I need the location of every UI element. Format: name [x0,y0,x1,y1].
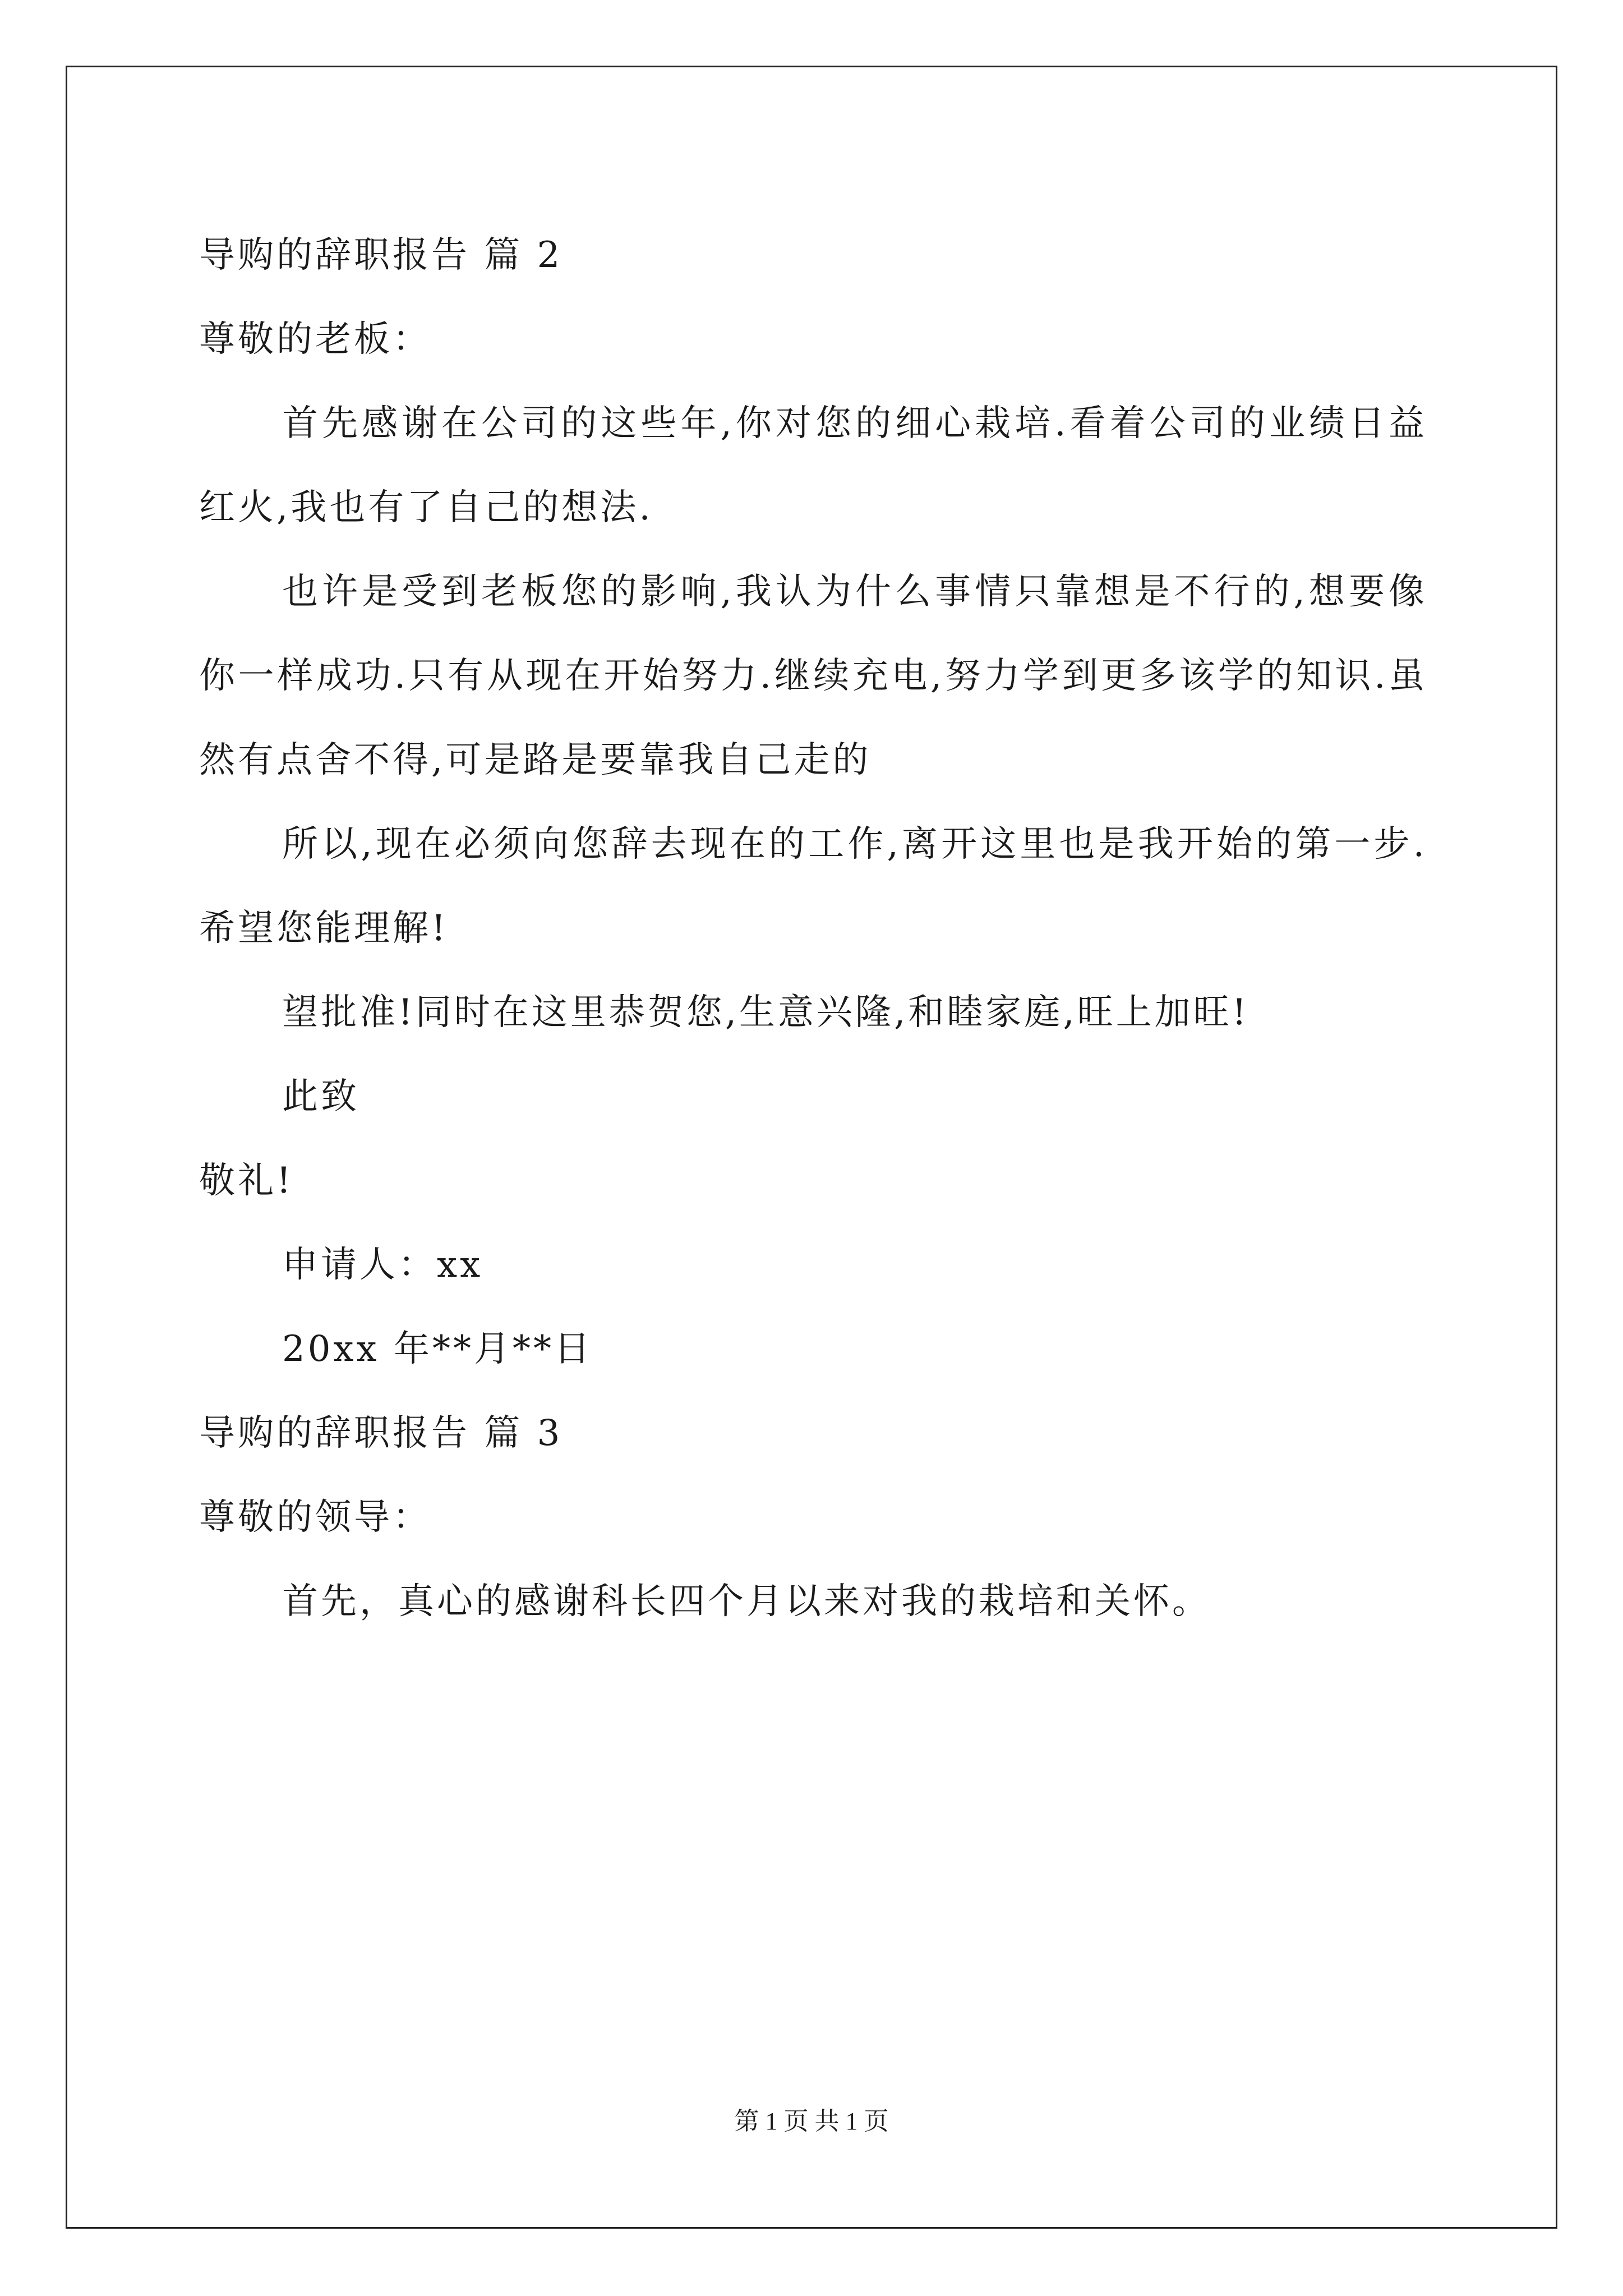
section-heading: 导购的辞职报告 篇 3 [199,1412,563,1454]
closing-line: 敬礼! [199,1160,294,1202]
paragraph: 首先感谢在公司的这些年,你对您的细心栽培.看着公司的业绩日益红火,我也有了自己的想法. [199,403,1427,528]
salutation: 尊敬的老板： [199,319,431,360]
section-heading: 导购的辞职报告 篇 2 [199,234,563,276]
paragraph: 首先，真心的感谢科长四个月以来对我的栽培和关怀。 [282,1581,1211,1622]
page-footer: 第 1 页 共 1 页 [734,2108,889,2135]
salutation: 尊敬的领导： [199,1497,431,1538]
applicant-line: 申请人：xx [282,1244,483,1286]
paragraph: 也许是受到老板您的影响,我认为什么事情只靠想是不行的,想要像你一样成功.只有从现在开始努力.继续充电,努力学到更多该学的知识.虽然有点舍不得,可是路是要靠我自己走的 [199,571,1427,781]
date-line: 20xx 年**月**日 [282,1328,593,1370]
paragraph: 所以,现在必须向您辞去现在的工作,离开这里也是我开始的第一步.希望您能理解! [199,823,1427,949]
closing-line: 此致 [282,1076,359,1117]
paragraph: 望批准!同时在这里恭贺您,生意兴隆,和睦家庭,旺上加旺! [282,992,1249,1033]
document-body [199,213,1427,1644]
